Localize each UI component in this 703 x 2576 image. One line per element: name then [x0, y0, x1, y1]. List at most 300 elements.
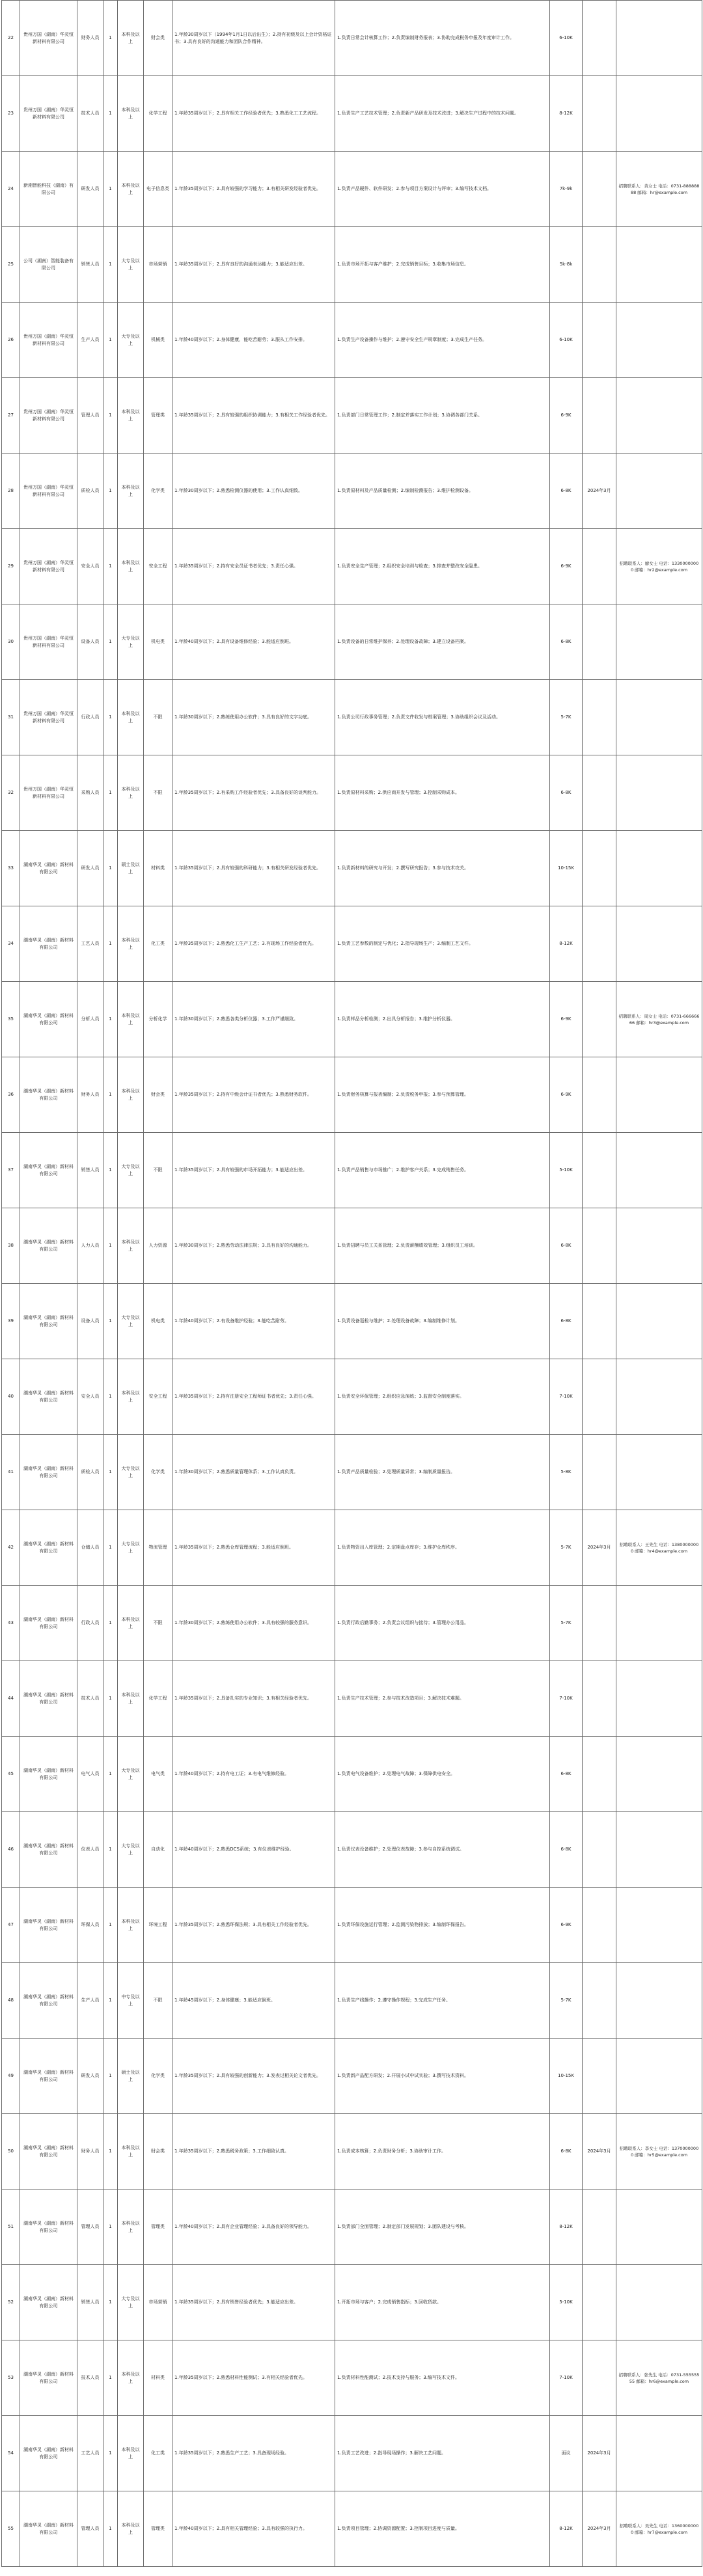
job-duties: 1.负责招聘与员工关系管理；2.负责薪酬绩效管理；3.组织员工培训。	[335, 1208, 550, 1284]
major-requirement: 化工类	[144, 2416, 172, 2491]
company-name: 湖南华灵（湖南）新材料有限公司	[20, 1963, 77, 2039]
job-requirements: 1.年龄45周岁以下；2.身体健康；3.能适应倒班。	[172, 1963, 335, 2039]
recruit-time	[583, 303, 616, 378]
job-duties: 1.负责安全环保管理；2.组织应急演练；3.监督安全制度落实。	[335, 1359, 550, 1435]
salary-range: 8-12K	[550, 906, 583, 982]
table-row	[2, 2340, 702, 2416]
major-requirement: 财会类	[144, 1057, 172, 1133]
salary-range: 6-8K	[550, 1208, 583, 1284]
table-row	[2, 227, 702, 303]
row-number: 42	[2, 1510, 20, 1586]
job-duties: 1.负责财务核算与报表编制；2.负责税务申报；3.参与预算管理。	[335, 1057, 550, 1133]
salary-range: 5-7K	[550, 1586, 583, 1661]
table-row	[2, 76, 702, 152]
contact-info	[616, 2039, 702, 2114]
position-name: 工艺人员	[77, 906, 103, 982]
job-duties: 1.负责项目管理；2.协调资源配置；3.控制项目进度与质量。	[335, 2491, 550, 2567]
job-requirements: 1.年龄35周岁以下；2.熟悉材料性能测试；3.有相关经验者优先。	[172, 2340, 335, 2416]
job-requirements: 1.年龄35周岁以下；2.熟悉仓库管理流程；3.能适应倒班。	[172, 1510, 335, 1586]
major-requirement: 管理类	[144, 2491, 172, 2567]
job-duties: 1.负责原材料及产品质量检测；2.编制检测报告；3.维护检测设备。	[335, 454, 550, 529]
recruitment-table	[1, 0, 702, 2567]
table-row	[2, 454, 702, 529]
position-name: 销售人员	[77, 1133, 103, 1208]
salary-range: 6-8K	[550, 1812, 583, 1888]
contact-info	[616, 1284, 702, 1359]
hire-count: 1	[103, 2190, 118, 2265]
hire-count: 1	[103, 2491, 118, 2567]
company-name: 湖南华灵（湖南）新材料有限公司	[20, 2340, 77, 2416]
job-duties: 1.负责新材料的研究与开发；2.撰写研究报告；3.参与技术攻关。	[335, 831, 550, 906]
job-duties: 1.负责设备巡检与维护；2.处理设备故障；3.编制维修计划。	[335, 1284, 550, 1359]
education-requirement: 大专及以上	[118, 1737, 144, 1812]
education-requirement: 本科及以上	[118, 1661, 144, 1737]
salary-range: 6-8K	[550, 1737, 583, 1812]
recruit-time	[583, 378, 616, 454]
hire-count: 1	[103, 152, 118, 227]
hire-count: 1	[103, 1208, 118, 1284]
major-requirement: 不限	[144, 755, 172, 831]
recruit-time	[583, 227, 616, 303]
row-number: 45	[2, 1737, 20, 1812]
job-requirements: 1.年龄35周岁以下；2.具有较强的市场开拓能力；3.能适应出差。	[172, 1133, 335, 1208]
salary-range: 5-7K	[550, 1963, 583, 2039]
contact-info: 招聘联系人：廖女士 电话：13300000000 邮箱：hr2@example.com	[616, 529, 702, 604]
job-requirements: 1.年龄35周岁以下；2.持有安全员证书者优先；3.责任心强。	[172, 529, 335, 604]
salary-range: 7-10K	[550, 1661, 583, 1737]
job-duties: 1.负责安全生产管理；2.组织安全培训与检查；3.排查并整改安全隐患。	[335, 529, 550, 604]
education-requirement: 大专及以上	[118, 1510, 144, 1586]
company-name: 贵州万国（湖南）华灵恒新材料有限公司	[20, 76, 77, 152]
salary-range: 6-8K	[550, 2114, 583, 2190]
major-requirement: 管理类	[144, 378, 172, 454]
position-name: 研发人员	[77, 2039, 103, 2114]
table-row	[2, 1359, 702, 1435]
recruit-time	[583, 152, 616, 227]
hire-count: 1	[103, 1888, 118, 1963]
education-requirement: 大专及以上	[118, 227, 144, 303]
table-row	[2, 2491, 702, 2567]
major-requirement: 化学工程	[144, 76, 172, 152]
contact-info	[616, 755, 702, 831]
position-name: 生产人员	[77, 303, 103, 378]
position-name: 管理人员	[77, 2190, 103, 2265]
major-requirement: 安全工程	[144, 529, 172, 604]
hire-count: 1	[103, 1737, 118, 1812]
job-requirements: 1.年龄35周岁以下；2.熟悉税务政策；3.工作细致认真。	[172, 2114, 335, 2190]
company-name: 湖南华灵（湖南）新材料有限公司	[20, 1057, 77, 1133]
major-requirement: 电子信息类	[144, 152, 172, 227]
salary-range: 7-10K	[550, 2340, 583, 2416]
position-name: 质检人员	[77, 454, 103, 529]
major-requirement: 材料类	[144, 2340, 172, 2416]
job-requirements: 1.年龄30周岁以下（1994年1月1日以后出生）；2.持有初级及以上会计资格证书；3.具有良好的沟通能力和团队合作精神。	[172, 1, 335, 76]
education-requirement: 大专及以上	[118, 1812, 144, 1888]
contact-info	[616, 227, 702, 303]
row-number: 55	[2, 2491, 20, 2567]
row-number: 48	[2, 1963, 20, 2039]
education-requirement: 大专及以上	[118, 2265, 144, 2340]
position-name: 设备人员	[77, 1284, 103, 1359]
job-requirements: 1.年龄35周岁以下；2.持有注册安全工程师证书者优先；3.责任心强。	[172, 1359, 335, 1435]
education-requirement: 本科及以上	[118, 529, 144, 604]
recruit-time	[583, 1057, 616, 1133]
major-requirement: 不限	[144, 1963, 172, 2039]
recruit-time: 2024年3月	[583, 2114, 616, 2190]
contact-info	[616, 1435, 702, 1510]
position-name: 安全人员	[77, 1359, 103, 1435]
hire-count: 1	[103, 604, 118, 680]
education-requirement: 大专及以上	[118, 604, 144, 680]
contact-info	[616, 831, 702, 906]
job-requirements: 1.年龄40周岁以下；2.熟悉DCS系统；3.有仪表维护经验。	[172, 1812, 335, 1888]
salary-range: 7-10K	[550, 1359, 583, 1435]
job-requirements: 1.年龄35周岁以下；2.有采购工作经验者优先；3.具备良好的谈判能力。	[172, 755, 335, 831]
job-duties: 1.负责部门全面管理；2.制定部门发展规划；3.团队建设与考核。	[335, 2190, 550, 2265]
major-requirement: 物流管理	[144, 1510, 172, 1586]
job-duties: 1.负责材料性能测试；2.技术支持与服务；3.编写技术文件。	[335, 2340, 550, 2416]
company-name: 贵州万国（湖南）华灵恒新材料有限公司	[20, 303, 77, 378]
job-requirements: 1.年龄35周岁以下；2.具有较强的创新能力；3.发表过相关论文者优先。	[172, 2039, 335, 2114]
salary-range: 5-10K	[550, 2265, 583, 2340]
table-row	[2, 2416, 702, 2491]
company-name: 湖南华灵（湖南）新材料有限公司	[20, 2416, 77, 2491]
contact-info	[616, 2265, 702, 2340]
recruit-time: 2024年3月	[583, 1510, 616, 1586]
salary-range: 5-7K	[550, 680, 583, 755]
job-duties: 1.负责工艺改进；2.指导现场操作；3.解决工艺问题。	[335, 2416, 550, 2491]
recruit-time	[583, 831, 616, 906]
hire-count: 1	[103, 2265, 118, 2340]
company-name: 湖南华灵（湖南）新材料有限公司	[20, 1435, 77, 1510]
recruit-time	[583, 755, 616, 831]
contact-info: 招聘联系人：黄女士 电话：0731-88888888 邮箱：hr@example.com	[616, 152, 702, 227]
job-requirements: 1.年龄35周岁以下；2.具备扎实的专业知识；3.有相关经验者优先。	[172, 1661, 335, 1737]
education-requirement: 本科及以上	[118, 2190, 144, 2265]
major-requirement: 自动化	[144, 1812, 172, 1888]
recruit-time	[583, 2039, 616, 2114]
education-requirement: 中专及以上	[118, 1963, 144, 2039]
education-requirement: 本科及以上	[118, 2491, 144, 2567]
education-requirement: 本科及以上	[118, 1586, 144, 1661]
hire-count: 1	[103, 906, 118, 982]
recruit-time	[583, 1661, 616, 1737]
row-number: 44	[2, 1661, 20, 1737]
recruit-time	[583, 604, 616, 680]
job-duties: 1.负责公司行政事务管理；2.负责文件收发与档案管理；3.协助组织会议及活动。	[335, 680, 550, 755]
table-row	[2, 2039, 702, 2114]
table-row	[2, 1737, 702, 1812]
table-row	[2, 378, 702, 454]
row-number: 54	[2, 2416, 20, 2491]
table-row	[2, 1284, 702, 1359]
job-requirements: 1.年龄40周岁以下；2.具有企业管理经验；3.具备良好的领导能力。	[172, 2190, 335, 2265]
salary-range: 10-15K	[550, 2039, 583, 2114]
table-row	[2, 831, 702, 906]
education-requirement: 本科及以上	[118, 1359, 144, 1435]
job-duties: 1.负责成本核算；2.负责财务分析；3.协助审计工作。	[335, 2114, 550, 2190]
company-name: 湖南华灵（湖南）新材料有限公司	[20, 1359, 77, 1435]
contact-info	[616, 906, 702, 982]
table-row	[2, 1435, 702, 1510]
major-requirement: 人力资源	[144, 1208, 172, 1284]
hire-count: 1	[103, 303, 118, 378]
table-row	[2, 1, 702, 76]
table-row	[2, 1133, 702, 1208]
hire-count: 1	[103, 1057, 118, 1133]
contact-info	[616, 1208, 702, 1284]
row-number: 53	[2, 2340, 20, 2416]
position-name: 销售人员	[77, 2265, 103, 2340]
job-requirements: 1.年龄35周岁以下；2.具有良好的沟通表达能力；3.能适应出差。	[172, 227, 335, 303]
contact-info	[616, 303, 702, 378]
salary-range: 面议	[550, 2416, 583, 2491]
table-row	[2, 1510, 702, 1586]
education-requirement: 本科及以上	[118, 906, 144, 982]
salary-range: 8-12K	[550, 2190, 583, 2265]
education-requirement: 本科及以上	[118, 680, 144, 755]
recruit-time	[583, 1586, 616, 1661]
position-name: 人力人员	[77, 1208, 103, 1284]
contact-info	[616, 1057, 702, 1133]
contact-info	[616, 1359, 702, 1435]
education-requirement: 本科及以上	[118, 152, 144, 227]
position-name: 分析人员	[77, 982, 103, 1057]
row-number: 29	[2, 529, 20, 604]
job-requirements: 1.年龄30周岁以下；2.熟悉各类分析仪器；3.工作严谨细致。	[172, 982, 335, 1057]
recruit-time	[583, 1963, 616, 2039]
table-row	[2, 1812, 702, 1888]
job-requirements: 1.年龄30周岁以下；2.熟练使用办公软件；3.具有较强的服务意识。	[172, 1586, 335, 1661]
recruit-time: 2024年3月	[583, 2416, 616, 2491]
row-number: 34	[2, 906, 20, 982]
hire-count: 1	[103, 1435, 118, 1510]
job-requirements: 1.年龄40周岁以下；2.具有相关管理经验；3.具有较强的执行力。	[172, 2491, 335, 2567]
hire-count: 1	[103, 1, 118, 76]
salary-range: 6-8K	[550, 454, 583, 529]
recruit-time	[583, 1284, 616, 1359]
education-requirement: 本科及以上	[118, 378, 144, 454]
contact-info	[616, 1586, 702, 1661]
education-requirement: 本科及以上	[118, 454, 144, 529]
education-requirement: 本科及以上	[118, 76, 144, 152]
contact-info	[616, 2416, 702, 2491]
contact-info	[616, 1963, 702, 2039]
contact-info: 招聘联系人：吴先生 电话：13600000000 邮箱：hr7@example.com	[616, 2491, 702, 2567]
contact-info	[616, 378, 702, 454]
position-name: 研发人员	[77, 831, 103, 906]
row-number: 33	[2, 831, 20, 906]
recruit-time	[583, 906, 616, 982]
salary-range: 7k-9k	[550, 152, 583, 227]
table-row	[2, 1586, 702, 1661]
education-requirement: 本科及以上	[118, 2340, 144, 2416]
hire-count: 1	[103, 76, 118, 152]
company-name: 湖南华灵（湖南）新材料有限公司	[20, 2114, 77, 2190]
major-requirement: 化工类	[144, 906, 172, 982]
job-duties: 1.负责生产线操作；2.遵守操作规程；3.完成生产任务。	[335, 1963, 550, 2039]
job-duties: 1.负责工艺参数的制定与优化；2.指导现场生产；3.编制工艺文件。	[335, 906, 550, 982]
job-requirements: 1.年龄35周岁以下；2.具有较强的学习能力；3.有相关研发经验者优先。	[172, 152, 335, 227]
major-requirement: 化学类	[144, 2039, 172, 2114]
job-requirements: 1.年龄30周岁以下；2.熟练使用办公软件；3.具有良好的文字功底。	[172, 680, 335, 755]
contact-info: 招聘联系人：王先生 电话：13800000000 邮箱：hr4@example.com	[616, 1510, 702, 1586]
major-requirement: 环境工程	[144, 1888, 172, 1963]
position-name: 仪表人员	[77, 1812, 103, 1888]
hire-count: 1	[103, 2416, 118, 2491]
education-requirement: 本科及以上	[118, 2416, 144, 2491]
job-duties: 1.负责新产品配方研发；2.开展小试中试实验；3.撰写技术资料。	[335, 2039, 550, 2114]
major-requirement: 安全工程	[144, 1359, 172, 1435]
job-duties: 1.负责生产技术管理；2.参与技术改造项目；3.解决技术难题。	[335, 1661, 550, 1737]
salary-range: 10-15K	[550, 831, 583, 906]
job-requirements: 1.年龄40周岁以下；2.有设备维护经验；3.能吃苦耐劳。	[172, 1284, 335, 1359]
position-name: 电气人员	[77, 1737, 103, 1812]
recruit-time	[583, 2190, 616, 2265]
job-requirements: 1.年龄35周岁以下；2.持有中级会计证书者优先；3.熟悉财务软件。	[172, 1057, 335, 1133]
job-duties: 1.负责行政后勤事务；2.负责会议组织与接待；3.管理办公用品。	[335, 1586, 550, 1661]
job-duties: 1.负责原材料采购；2.供应商开发与管理；3.控制采购成本。	[335, 755, 550, 831]
table-row	[2, 906, 702, 982]
job-duties: 1.负责产品销售与市场推广；2.维护客户关系；3.完成销售任务。	[335, 1133, 550, 1208]
position-name: 财务人员	[77, 1, 103, 76]
company-name: 湖南华灵（湖南）新材料有限公司	[20, 2039, 77, 2114]
table-row	[2, 2265, 702, 2340]
job-requirements: 1.年龄35周岁以下；2.具有相关工作经验者优先；3.熟悉化工工艺流程。	[172, 76, 335, 152]
recruit-time	[583, 1, 616, 76]
hire-count: 1	[103, 1359, 118, 1435]
company-name: 公司（湖南）智能装备有限公司	[20, 227, 77, 303]
position-name: 技术人员	[77, 1661, 103, 1737]
job-requirements: 1.年龄35周岁以下；2.熟悉化工生产工艺；3.有现场工作经验者优先。	[172, 906, 335, 982]
salary-range: 5-7K	[550, 1510, 583, 1586]
position-name: 环保人员	[77, 1888, 103, 1963]
row-number: 24	[2, 152, 20, 227]
job-duties: 1.负责样品分析检测；2.出具分析报告；3.维护分析仪器。	[335, 982, 550, 1057]
recruit-time	[583, 1359, 616, 1435]
job-duties: 1.负责市场开拓与客户维护；2.完成销售目标；3.收集市场信息。	[335, 227, 550, 303]
company-name: 湖南华灵（湖南）新材料有限公司	[20, 2491, 77, 2567]
salary-range: 8-12K	[550, 76, 583, 152]
contact-info	[616, 1133, 702, 1208]
major-requirement: 机电类	[144, 604, 172, 680]
table-body	[2, 1, 702, 2567]
hire-count: 1	[103, 2039, 118, 2114]
job-duties: 1.负责产品质量检验；2.处理质量异常；3.编制质量报告。	[335, 1435, 550, 1510]
table-row	[2, 529, 702, 604]
row-number: 40	[2, 1359, 20, 1435]
salary-range: 5k-8k	[550, 227, 583, 303]
row-number: 41	[2, 1435, 20, 1510]
table-row	[2, 982, 702, 1057]
job-requirements: 1.年龄35周岁以下；2.具有较强的科研能力；3.有相关研发经验者优先。	[172, 831, 335, 906]
row-number: 30	[2, 604, 20, 680]
salary-range: 6-9K	[550, 982, 583, 1057]
contact-info	[616, 2190, 702, 2265]
salary-range: 6-9K	[550, 529, 583, 604]
contact-info: 招聘联系人：周女士 电话：0731-66666666 邮箱：hr3@example.com	[616, 982, 702, 1057]
table-row	[2, 1661, 702, 1737]
row-number: 36	[2, 1057, 20, 1133]
row-number: 26	[2, 303, 20, 378]
position-name: 技术人员	[77, 76, 103, 152]
major-requirement: 材料类	[144, 831, 172, 906]
education-requirement: 大专及以上	[118, 303, 144, 378]
position-name: 安全人员	[77, 529, 103, 604]
recruit-time: 2024年3月	[583, 2491, 616, 2567]
contact-info	[616, 680, 702, 755]
company-name: 湖南华灵（湖南）新材料有限公司	[20, 906, 77, 982]
row-number: 47	[2, 1888, 20, 1963]
position-name: 设备人员	[77, 604, 103, 680]
hire-count: 1	[103, 755, 118, 831]
salary-range: 6-9K	[550, 1888, 583, 1963]
company-name: 湖南华灵（湖南）新材料有限公司	[20, 1510, 77, 1586]
salary-range: 6-9K	[550, 1057, 583, 1133]
salary-range: 6-8K	[550, 604, 583, 680]
recruit-time	[583, 76, 616, 152]
table-row	[2, 680, 702, 755]
position-name: 管理人员	[77, 378, 103, 454]
table-row	[2, 755, 702, 831]
job-duties: 1.负责电气设备维护；2.处理电气故障；3.保障供电安全。	[335, 1737, 550, 1812]
job-duties: 1.负责环保设施运行管理；2.监测污染物排放；3.编制环保报告。	[335, 1888, 550, 1963]
table-row	[2, 303, 702, 378]
row-number: 52	[2, 2265, 20, 2340]
contact-info	[616, 454, 702, 529]
job-requirements: 1.年龄30周岁以下；2.熟悉质量管理体系；3.工作认真负责。	[172, 1435, 335, 1510]
row-number: 25	[2, 227, 20, 303]
contact-info	[616, 1737, 702, 1812]
recruit-time	[583, 1435, 616, 1510]
hire-count: 1	[103, 529, 118, 604]
company-name: 湖南华灵（湖南）新材料有限公司	[20, 2265, 77, 2340]
position-name: 销售人员	[77, 227, 103, 303]
major-requirement: 机械类	[144, 303, 172, 378]
row-number: 35	[2, 982, 20, 1057]
hire-count: 1	[103, 1586, 118, 1661]
job-duties: 1.开拓市场与客户；2.完成销售指标；3.回收货款。	[335, 2265, 550, 2340]
job-duties: 1.负责部门日常管理工作；2.制定并落实工作计划；3.协调各部门关系。	[335, 378, 550, 454]
position-name: 财务人员	[77, 1057, 103, 1133]
company-name: 湖南华灵（湖南）新材料有限公司	[20, 1133, 77, 1208]
salary-range: 5-10K	[550, 1133, 583, 1208]
education-requirement: 本科及以上	[118, 1057, 144, 1133]
contact-info: 招聘联系人：李女士 电话：13700000000 邮箱：hr5@example.com	[616, 2114, 702, 2190]
recruit-time	[583, 982, 616, 1057]
table-row	[2, 1208, 702, 1284]
row-number: 46	[2, 1812, 20, 1888]
company-name: 湖南华灵（湖南）新材料有限公司	[20, 1737, 77, 1812]
table-row	[2, 2190, 702, 2265]
education-requirement: 大专及以上	[118, 1435, 144, 1510]
table-row	[2, 1057, 702, 1133]
major-requirement: 管理类	[144, 2190, 172, 2265]
recruit-time	[583, 2340, 616, 2416]
row-number: 43	[2, 1586, 20, 1661]
recruit-time	[583, 1208, 616, 1284]
company-name: 湖南华灵（湖南）新材料有限公司	[20, 1586, 77, 1661]
company-name: 贵州万国（湖南）华灵恒新材料有限公司	[20, 454, 77, 529]
row-number: 50	[2, 2114, 20, 2190]
education-requirement: 本科及以上	[118, 1888, 144, 1963]
job-duties: 1.负责物资出入库管理；2.定期盘点库存；3.维护仓库秩序。	[335, 1510, 550, 1586]
hire-count: 1	[103, 982, 118, 1057]
row-number: 31	[2, 680, 20, 755]
recruit-time	[583, 1888, 616, 1963]
company-name: 湖南华灵（湖南）新材料有限公司	[20, 1208, 77, 1284]
education-requirement: 硕士及以上	[118, 831, 144, 906]
